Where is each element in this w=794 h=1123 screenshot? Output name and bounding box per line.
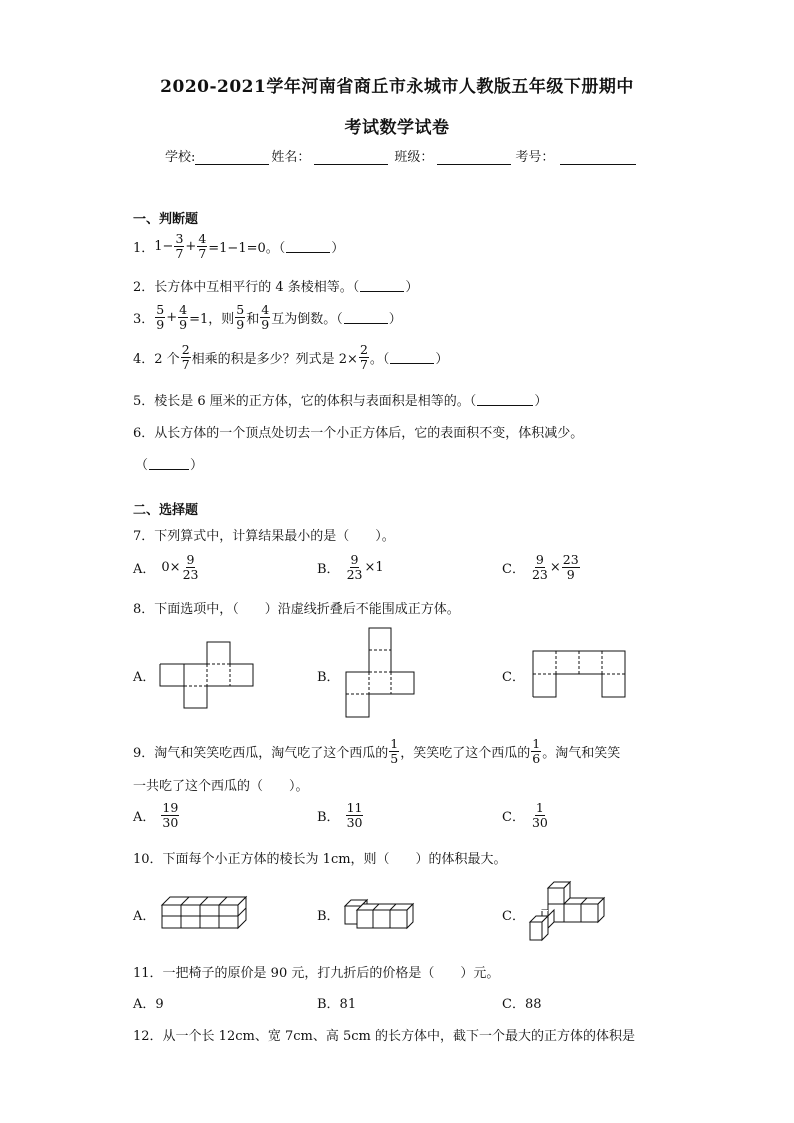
option-label: C． bbox=[502, 562, 525, 577]
q3-fraction-1: $\frac{5}{9}$ bbox=[156, 302, 165, 332]
q11-option-a[interactable]: A．9 bbox=[133, 997, 164, 1012]
q3-and: 和 bbox=[246, 312, 260, 327]
q8-net-b bbox=[345, 627, 417, 722]
q9-fraction-2: $\frac{1}{6}$ bbox=[532, 736, 541, 766]
q9-tail: 。淘气和笑笑 bbox=[542, 746, 621, 761]
option-label: A． bbox=[133, 810, 156, 825]
school-label: 学校: bbox=[165, 150, 196, 165]
q4-close: ） bbox=[435, 352, 449, 367]
q6-answer-blank[interactable] bbox=[149, 457, 189, 470]
q3-fraction-3: $\frac{5}{9}$ bbox=[236, 302, 245, 332]
q1-text: 1− bbox=[154, 239, 174, 254]
q4-answer-blank[interactable] bbox=[390, 351, 434, 364]
q9-a-fraction: $\frac{19}{30}$ bbox=[162, 800, 179, 830]
q3-tail: 互为倒数。（ bbox=[271, 312, 343, 327]
question-6 bbox=[133, 422, 583, 441]
option-label: B． bbox=[317, 810, 340, 825]
number-blank[interactable] bbox=[560, 150, 636, 165]
q11-option-c[interactable]: C．88 bbox=[502, 997, 542, 1012]
school-blank[interactable] bbox=[195, 150, 269, 165]
q9-b-fraction: $\frac{11}{30}$ bbox=[346, 800, 363, 830]
q7-text: 7．下列算式中，计算结果最小的是（ ）。 bbox=[133, 529, 395, 544]
q1-answer-blank[interactable] bbox=[286, 240, 330, 253]
question-4 bbox=[133, 343, 448, 372]
q7-a-fraction: $\frac{9}{23}$ bbox=[182, 552, 199, 582]
class-label: 班级： bbox=[394, 150, 434, 165]
student-info-row bbox=[165, 146, 638, 165]
q7-option-c[interactable] bbox=[502, 553, 581, 582]
q3-close: ） bbox=[388, 312, 402, 327]
option-label: A． bbox=[133, 670, 156, 685]
q12-text: 12．从一个长 12cm、宽 7cm、高 5cm 的长方体中，截下一个最大的正方体的体积是 bbox=[133, 1029, 635, 1044]
q3-fraction-4: $\frac{4}{9}$ bbox=[261, 302, 270, 332]
q10-cubes-a bbox=[162, 895, 248, 931]
q5-answer-blank[interactable] bbox=[477, 393, 533, 406]
option-text: ×1 bbox=[364, 560, 384, 575]
q8-net-a bbox=[160, 640, 255, 710]
q10-cubes-c bbox=[528, 880, 608, 944]
option-label: B． bbox=[317, 670, 340, 685]
q10-cubes-b bbox=[345, 898, 417, 930]
question-11 bbox=[133, 962, 499, 981]
q3-fraction-2: $\frac{4}{9}$ bbox=[179, 302, 188, 332]
q9-c-fraction: $\frac{1}{30}$ bbox=[531, 800, 548, 830]
exam-title-line1: 2020-2021学年河南省商丘市永城市人教版五年级下册期中 bbox=[160, 77, 634, 97]
q6-text: 6．从长方体的一个顶点处切去一个小正方体后，它的表面积不变，体积减少。 bbox=[133, 426, 584, 441]
q2-close: ） bbox=[405, 280, 419, 295]
q1-tail: =1−1=0。（ bbox=[208, 241, 286, 256]
q8-option-c[interactable] bbox=[502, 666, 525, 685]
option-label: A． bbox=[133, 909, 156, 924]
q9-pre: 9．淘气和笑笑吃西瓜，淘气吃了这个西瓜的 bbox=[133, 746, 389, 761]
q5-text: 5．棱长是 6 厘米的正方体，它的体积与表面积是相等的。（ bbox=[133, 394, 477, 409]
q1-plus: + bbox=[185, 239, 197, 254]
option-label: B． bbox=[317, 562, 340, 577]
option-label: A． bbox=[133, 562, 156, 577]
option-label: C． bbox=[502, 909, 525, 924]
q10-text: 10．下面每个小正方体的棱长为 1cm，则（ ）的体积最大。 bbox=[133, 852, 507, 867]
q11-option-b[interactable]: B．81 bbox=[317, 997, 357, 1012]
q3-mid: =1，则 bbox=[189, 312, 235, 327]
question-8 bbox=[133, 598, 460, 617]
q9-fraction-1: $\frac{1}{5}$ bbox=[390, 736, 399, 766]
q7-option-b[interactable] bbox=[317, 553, 384, 582]
q6-open: （ bbox=[135, 458, 149, 473]
q7-option-a[interactable] bbox=[133, 553, 200, 582]
q5-close: ） bbox=[534, 394, 548, 409]
question-2 bbox=[133, 276, 418, 295]
q4-tail: 。（ bbox=[369, 352, 390, 367]
q10-option-a[interactable] bbox=[133, 905, 155, 924]
q9-option-b[interactable] bbox=[317, 801, 364, 830]
option-text: 0× bbox=[161, 560, 181, 575]
question-10 bbox=[133, 848, 507, 867]
q4-mid: 相乘的积是多少？列式是 2× bbox=[191, 352, 358, 367]
class-blank[interactable] bbox=[437, 150, 511, 165]
q2-answer-blank[interactable] bbox=[360, 279, 404, 292]
q1-fraction-1: $\frac{3}{7}$ bbox=[175, 231, 184, 261]
option-label: C． bbox=[502, 810, 525, 825]
name-label: 姓名： bbox=[271, 150, 311, 165]
q8-text: 8．下面选项中，（ ）沿虚线折叠后不能围成正方体。 bbox=[133, 602, 460, 617]
exam-title-line2: 考试数学试卷 bbox=[344, 118, 450, 138]
q7-c-fraction-1: $\frac{9}{23}$ bbox=[531, 552, 548, 582]
q8-option-a[interactable] bbox=[133, 666, 155, 685]
q8-net-c bbox=[532, 650, 628, 700]
section-heading-judgement: 一、判断题 bbox=[133, 212, 199, 227]
section-heading-choice: 二、选择题 bbox=[133, 503, 199, 518]
q3-plus: + bbox=[166, 310, 178, 325]
q1-close: ） bbox=[331, 241, 345, 256]
q1-fraction-2: $\frac{4}{7}$ bbox=[198, 231, 207, 261]
q4-fraction-2: $\frac{2}{7}$ bbox=[359, 342, 368, 372]
q9-mid: ，笑笑吃了这个西瓜的 bbox=[400, 746, 531, 761]
question-7 bbox=[133, 525, 395, 544]
question-9-line2 bbox=[133, 775, 309, 794]
q9-option-c[interactable] bbox=[502, 801, 550, 830]
q9-option-a[interactable] bbox=[133, 801, 180, 830]
option-text: × bbox=[549, 560, 561, 575]
q7-b-fraction: $\frac{9}{23}$ bbox=[346, 552, 363, 582]
q6-close: ） bbox=[190, 458, 204, 473]
q10-option-b[interactable] bbox=[317, 905, 340, 924]
number-label: 考号： bbox=[515, 150, 555, 165]
q4-fraction-1: $\frac{2}{7}$ bbox=[181, 342, 190, 372]
option-label: B． bbox=[317, 909, 340, 924]
q7-c-fraction-2: $\frac{23}{9}$ bbox=[562, 552, 579, 582]
q1-number: 1． bbox=[133, 241, 155, 256]
q11-text: 11．一把椅子的原价是 90 元，打九折后的价格是（ ）元。 bbox=[133, 966, 500, 981]
q9-line2: 一共吃了这个西瓜的（ ）。 bbox=[133, 779, 309, 794]
name-blank[interactable] bbox=[314, 150, 388, 165]
q8-option-b[interactable] bbox=[317, 666, 340, 685]
q3-number: 3． bbox=[133, 312, 155, 327]
question-3 bbox=[133, 303, 402, 332]
q4-pre: 4．2 个 bbox=[133, 352, 180, 367]
question-6-answer bbox=[135, 454, 203, 473]
q10-option-c[interactable] bbox=[502, 905, 525, 924]
option-label: C． bbox=[502, 670, 525, 685]
question-12 bbox=[133, 1025, 635, 1044]
q3-answer-blank[interactable] bbox=[344, 311, 388, 324]
question-9 bbox=[133, 737, 620, 766]
q2-text: 2．长方体中互相平行的 4 条棱相等。（ bbox=[133, 280, 360, 295]
question-1 bbox=[133, 232, 344, 261]
question-5 bbox=[133, 390, 547, 409]
